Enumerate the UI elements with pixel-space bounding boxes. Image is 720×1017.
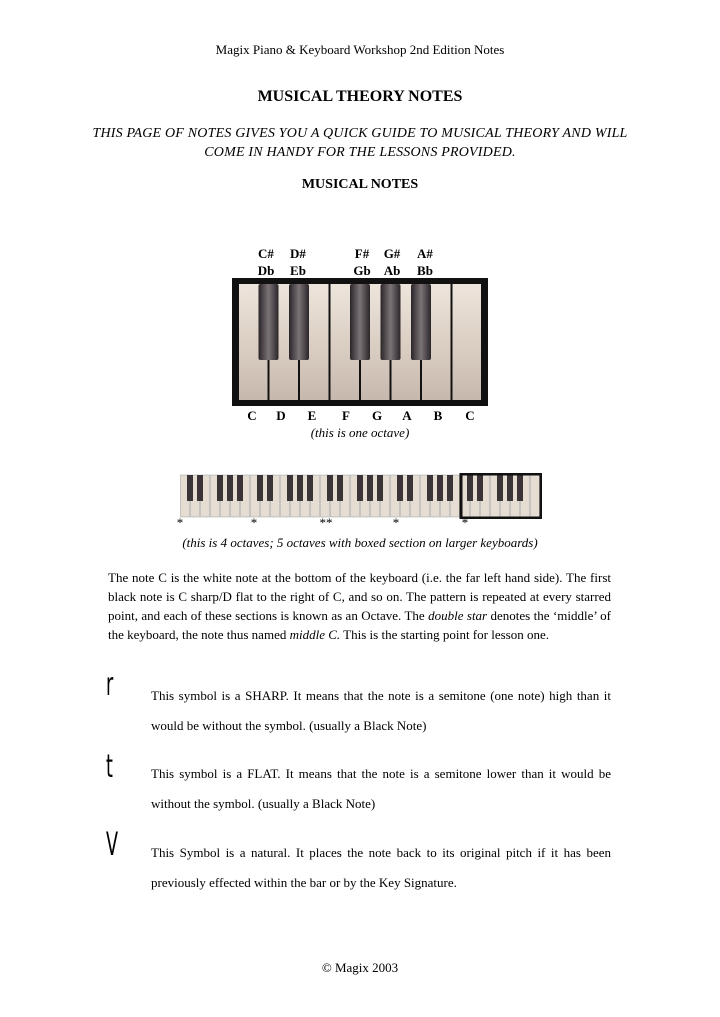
white-note-label: C xyxy=(465,408,475,423)
black-note-label: Ab xyxy=(383,263,401,278)
black-key xyxy=(507,475,513,501)
black-note-label: C# xyxy=(258,246,274,261)
black-key xyxy=(197,475,203,501)
page-footer: © Magix 2003 xyxy=(321,960,399,975)
black-key xyxy=(517,475,523,501)
black-note-label: D# xyxy=(290,246,306,261)
white-key xyxy=(531,475,540,517)
white-note-label: C xyxy=(247,408,257,423)
black-key xyxy=(259,284,279,360)
black-key xyxy=(237,475,243,501)
star-mark: * xyxy=(392,515,400,530)
black-note-label: Gb xyxy=(353,263,371,278)
paragraph-text: denotes the ‘middle’ of the keyboard, the note thus named xyxy=(108,608,611,642)
star-mark: ** xyxy=(319,515,333,530)
black-key xyxy=(297,475,303,501)
paragraph-emphasis: double star xyxy=(428,608,488,623)
black-key xyxy=(477,475,483,501)
black-key xyxy=(327,475,333,501)
star-mark: * xyxy=(461,515,469,530)
star-mark: * xyxy=(250,515,258,530)
black-key xyxy=(187,475,193,501)
black-key xyxy=(397,475,403,501)
black-key xyxy=(227,475,233,501)
black-note-label: Eb xyxy=(290,263,306,278)
flat-labels xyxy=(0,263,720,279)
black-key xyxy=(287,475,293,501)
sharp-description: This symbol is a SHARP. It means that the note is a semitone (one note) high than it would be without the symbol. (usually a Black Note) xyxy=(151,688,611,733)
black-key xyxy=(447,475,453,501)
white-note-labels xyxy=(0,408,720,424)
body-paragraph xyxy=(108,568,611,644)
white-note-label: B xyxy=(433,408,443,423)
black-key xyxy=(497,475,503,501)
natural-description: This Symbol is a natural. It places the note back to its original pitch if it has been previously effected within the bar or by the Key Signature. xyxy=(151,845,611,890)
black-key xyxy=(437,475,443,501)
sharp-symbol-icon: r xyxy=(106,665,114,703)
intro-text: THIS PAGE OF NOTES GIVES YOU A QUICK GUIDE TO MUSICAL THEORY AND WILL COME IN HANDY FOR THE LESSONS PROVIDED. xyxy=(92,126,628,160)
black-key xyxy=(377,475,383,501)
star-mark: * xyxy=(176,515,184,530)
paragraph-emphasis: middle C. xyxy=(289,627,341,642)
paragraph-text: The note C is the white note at the bottom of the keyboard (i.e. the far left hand side). The first black note is C sharp/D flat to the right of C, and so on. The pattern is repeated at every starred point, and each of these sections is known as an Octave. The xyxy=(108,570,611,623)
octave-caption: (this is one octave) xyxy=(310,425,410,440)
keyboard-caption: (this is 4 octaves; 5 octaves with boxed section on larger keyboards) xyxy=(182,535,538,550)
black-key xyxy=(411,284,431,360)
natural-symbol-icon: V xyxy=(106,825,119,863)
black-key xyxy=(257,475,263,501)
octave-keyboard-image xyxy=(232,278,488,406)
paragraph-text: This is the starting point for lesson one. xyxy=(340,627,549,642)
sharp-labels xyxy=(0,246,720,262)
black-note-label: Db xyxy=(257,263,275,278)
black-key xyxy=(467,475,473,501)
black-key xyxy=(307,475,313,501)
page-header: Magix Piano & Keyboard Workshop 2nd Edition Notes xyxy=(215,42,505,57)
section-title: MUSICAL NOTES xyxy=(301,177,419,192)
black-note-label: G# xyxy=(383,246,401,261)
white-key xyxy=(453,284,482,400)
black-note-label: F# xyxy=(354,246,370,261)
white-note-label: A xyxy=(402,408,412,423)
white-note-label: G xyxy=(371,408,383,423)
full-keyboard-image xyxy=(178,473,542,519)
flat-description: This symbol is a FLAT. It means that the note is a semitone lower than it would be without the symbol. (usually a Black Note) xyxy=(151,766,611,811)
black-key xyxy=(407,475,413,501)
black-key xyxy=(357,475,363,501)
black-key xyxy=(381,284,401,360)
black-key xyxy=(350,284,370,360)
black-key xyxy=(427,475,433,501)
black-key xyxy=(337,475,343,501)
page-title: MUSICAL THEORY NOTES xyxy=(257,88,463,105)
black-note-label: A# xyxy=(417,246,433,261)
flat-symbol-icon: t xyxy=(106,747,113,785)
octave-star-marks xyxy=(0,515,720,531)
black-key xyxy=(267,475,273,501)
white-note-label: D xyxy=(276,408,286,423)
white-note-label: F xyxy=(342,408,350,423)
black-key xyxy=(289,284,309,360)
black-note-label: Bb xyxy=(417,263,433,278)
white-note-label: E xyxy=(307,408,317,423)
black-key xyxy=(367,475,373,501)
black-key xyxy=(217,475,223,501)
